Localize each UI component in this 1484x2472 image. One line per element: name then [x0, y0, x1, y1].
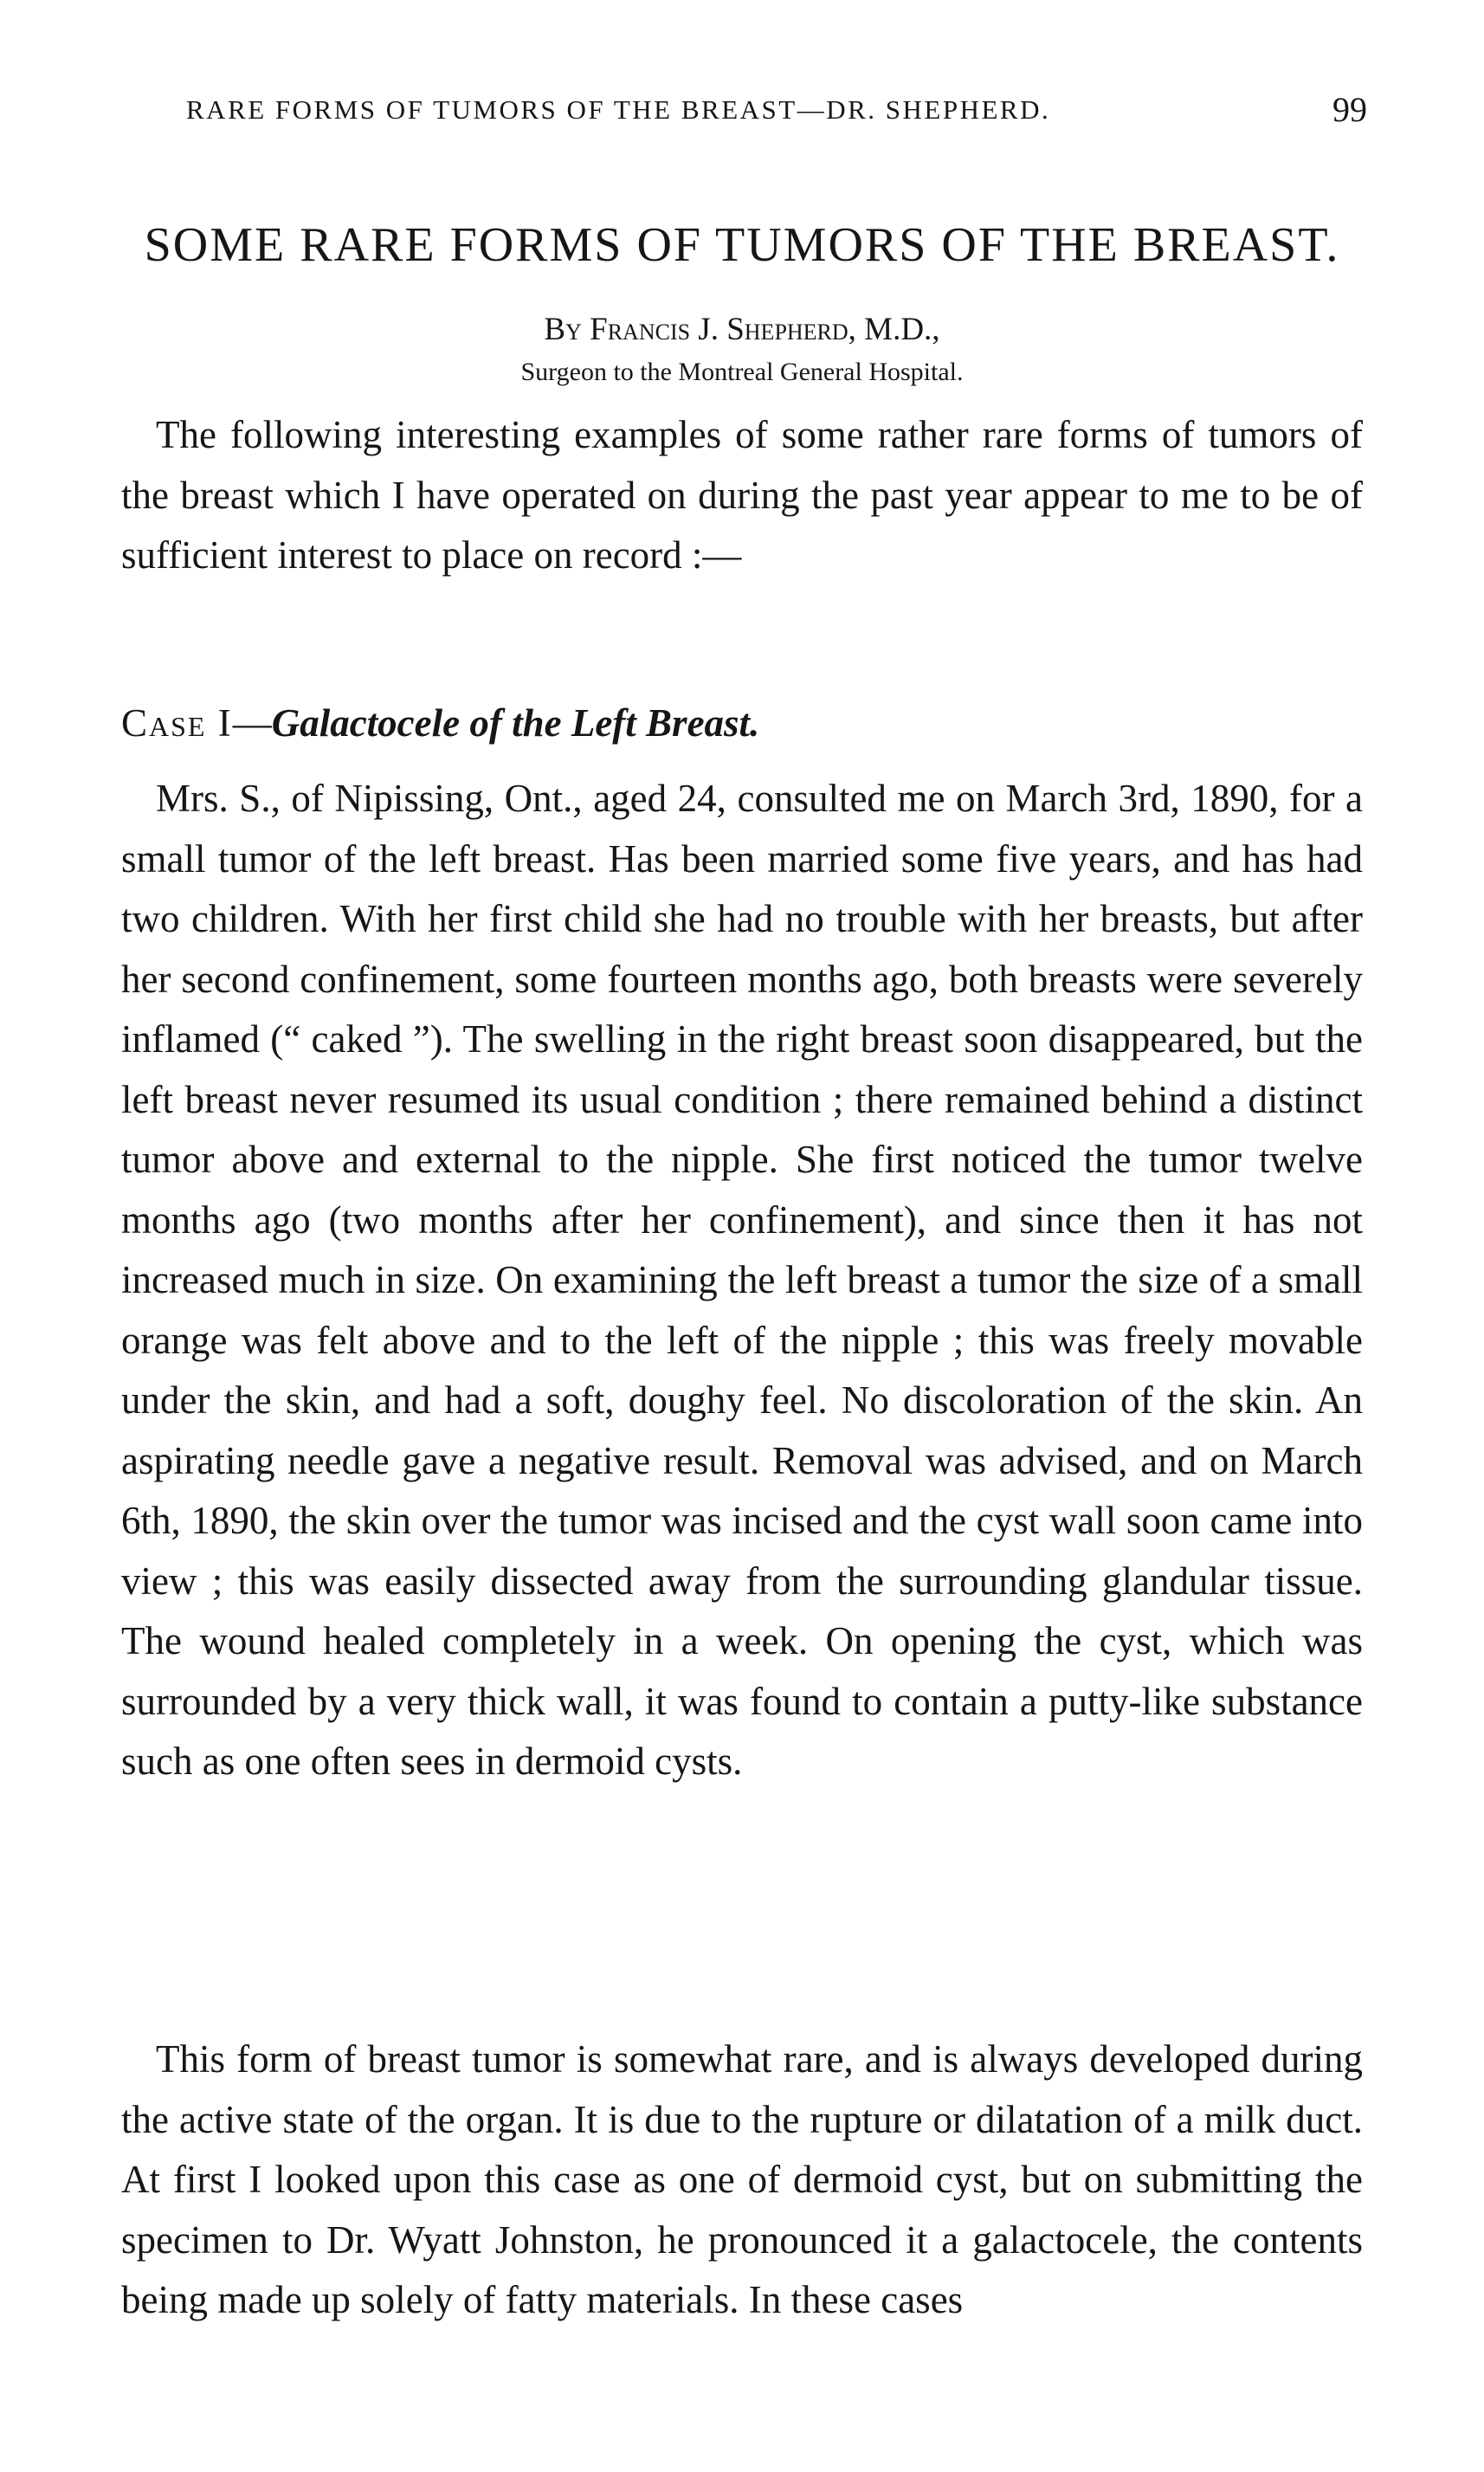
- discussion-paragraph: This form of breast tumor is somewhat rare, and is always developed during the active state of the organ. It is due to the rupture or dilatation of a milk duct. At first I looked upon this case as one of dermoid cyst, but on submitting the specimen to Dr. Wyatt Johnston, he pronounced it a galactocele, the contents being made up solely of fatty materials. In these cases: [121, 2037, 1363, 2321]
- article-title: SOME RARE FORMS OF TUMORS OF THE BREAST.: [144, 218, 1340, 272]
- case-dash: —: [232, 701, 272, 745]
- case-paragraph: Mrs. S., of Nipissing, Ont., aged 24, consulted me on March 3rd, 1890, for a small tumor of the left breast. Has been married some five years, and has had two children. With her first child she had no trouble with her breasts, but after her second confinement, some fourteen months ago, both breasts were severely inflamed (“ caked ”). The swelling in the right breast soon disappeared, but the left breast never resumed its usual condition ; there remained behind a distinct tumor above and external to the nipple. She first noticed the tumor twelve months ago (two months after her confinement), and since then it has not increased much in size. On examining the left breast a tumor the size of a small orange was felt above and to the left of the nipple ; this was freely movable under the skin, and had a soft, doughy feel. No discoloration of the skin. An aspirating needle gave a negative result. Removal was advised, and on March 6th, 1890, the skin over the tumor was incised and the cyst wall soon came into view ; this was easily dissected away from the surrounding glandular tissue. The wound healed completely in a week. On opening the cyst, which was surrounded by a very thick wall, it was found to contain a putty-like substance such as one often sees in dermoid cysts.: [121, 777, 1363, 1783]
- journal-page: [121, 0, 1367, 2472]
- author-byline: By Francis J. Shepherd, M.D.,: [544, 312, 940, 347]
- case-title: Galactocele of the Left Breast.: [271, 701, 760, 745]
- author-affiliation: Surgeon to the Montreal General Hospital.: [520, 358, 964, 386]
- case-label: Case I: [121, 701, 233, 745]
- running-head: [186, 88, 1367, 132]
- running-head-title: RARE FORMS OF TUMORS OF THE BREAST—DR. SHEPHERD.: [186, 94, 1051, 125]
- intro-paragraph: The following interesting examples of some rather rare forms of tumors of the breast which I have operated on during the past year appear to me to be of sufficient interest to place on record :—: [121, 413, 1363, 577]
- case-heading: [121, 693, 1363, 753]
- page-number: 99: [1332, 90, 1367, 129]
